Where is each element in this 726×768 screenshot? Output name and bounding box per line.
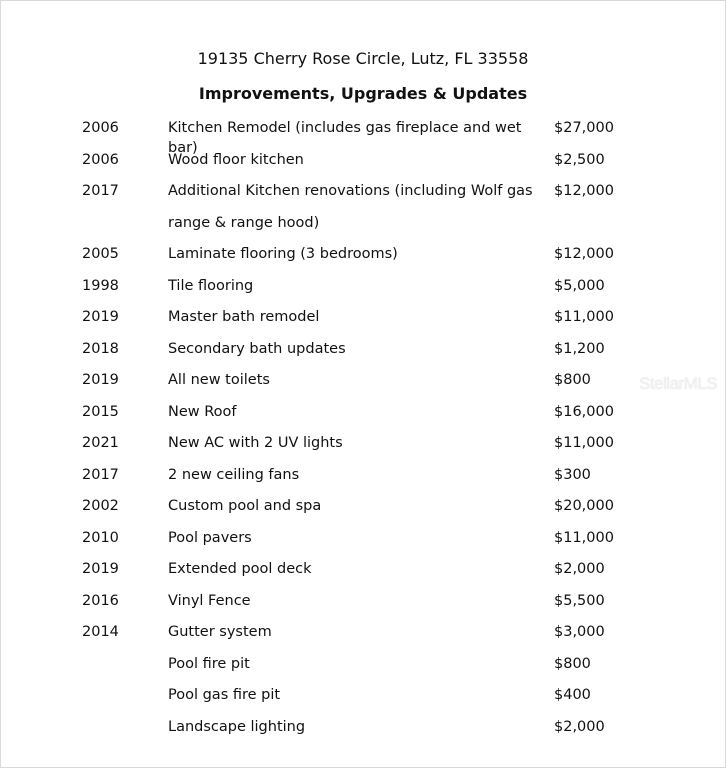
cost-cell: $16,000 — [554, 403, 614, 420]
year-cell: 2015 — [82, 403, 119, 420]
description-cell: Laminate flooring (3 bedrooms) — [168, 246, 398, 262]
description-cell: Kitchen Remodel (includes gas fireplace and wet bar) — [168, 120, 522, 156]
cost-cell: $11,000 — [554, 529, 614, 546]
description-cell: Master bath remodel — [168, 309, 320, 325]
list-item — [0, 400, 726, 432]
cost-cell: $11,000 — [554, 435, 614, 451]
list-item — [0, 463, 726, 495]
cost-cell: $800 — [554, 372, 591, 388]
description-cell: Custom pool and spa — [168, 498, 322, 514]
description-cell: Pool fire pit — [168, 655, 250, 672]
cost-cell: $2,000 — [554, 718, 605, 735]
cost-cell: $2,500 — [554, 151, 605, 168]
list-item — [0, 274, 726, 306]
year-cell: 2005 — [82, 246, 119, 262]
description-cell: Extended pool deck — [168, 561, 312, 577]
cost-cell: $400 — [554, 687, 591, 703]
description-cell: Landscape lighting — [168, 718, 306, 735]
cost-cell: $12,000 — [554, 183, 614, 199]
year-cell: 2006 — [82, 151, 119, 168]
list-item — [0, 652, 726, 684]
list-item — [0, 715, 726, 747]
list-item — [0, 242, 726, 274]
year-cell: 2006 — [82, 120, 119, 136]
description-cell: Pool gas fire pit — [168, 687, 281, 703]
cost-cell: $5,500 — [554, 592, 605, 609]
year-cell: 2018 — [82, 340, 119, 357]
list-item — [0, 431, 726, 463]
year-cell: 2010 — [82, 529, 119, 546]
document-heading: Improvements, Upgrades & Updates — [198, 84, 528, 103]
description-cell: Wood floor kitchen — [168, 151, 304, 168]
year-cell: 2021 — [82, 435, 119, 451]
description-cell: Secondary bath updates — [168, 340, 346, 357]
cost-cell: $800 — [554, 655, 591, 672]
year-cell: 1998 — [82, 277, 119, 294]
cost-cell: $1,200 — [554, 340, 605, 357]
description-cell: Pool pavers — [168, 529, 252, 546]
cost-cell: $3,000 — [554, 624, 605, 640]
list-item — [0, 494, 726, 526]
list-item — [0, 337, 726, 369]
cost-cell: $11,000 — [554, 309, 614, 325]
description-cell: Gutter system — [168, 624, 272, 640]
year-cell: 2019 — [82, 372, 119, 388]
list-item — [0, 620, 726, 652]
cost-cell: $27,000 — [554, 120, 614, 136]
year-cell: 2019 — [82, 561, 119, 577]
description-cell: New Roof — [168, 403, 237, 420]
year-cell: 2014 — [82, 624, 119, 640]
list-item — [0, 589, 726, 621]
description-cell: Additional Kitchen renovations (including Wolf gas range & range hood) — [168, 183, 533, 231]
cost-cell: $20,000 — [554, 498, 614, 514]
list-item — [0, 305, 726, 337]
watermark: StellarMLS — [639, 374, 718, 393]
list-item — [0, 526, 726, 558]
description-cell: New AC with 2 UV lights — [168, 435, 343, 451]
year-cell: 2019 — [82, 309, 119, 325]
list-item — [0, 683, 726, 715]
year-cell: 2002 — [82, 498, 119, 514]
cost-cell: $2,000 — [554, 561, 605, 577]
document-title: 19135 Cherry Rose Circle, Lutz, FL 33558 — [197, 49, 529, 68]
cost-cell: $300 — [554, 466, 591, 483]
list-item — [0, 368, 726, 400]
description-cell: Tile flooring — [168, 277, 254, 294]
improvements-list — [0, 116, 726, 746]
list-item — [0, 116, 726, 156]
description-cell: All new toilets — [168, 372, 270, 388]
year-cell: 2017 — [82, 183, 119, 199]
list-item — [0, 179, 726, 242]
year-cell: 2017 — [82, 466, 119, 483]
list-item — [0, 557, 726, 589]
description-cell: 2 new ceiling fans — [168, 466, 300, 483]
description-cell: Vinyl Fence — [168, 592, 251, 609]
cost-cell: $12,000 — [554, 246, 614, 262]
cost-cell: $5,000 — [554, 277, 605, 294]
year-cell: 2016 — [82, 592, 119, 609]
